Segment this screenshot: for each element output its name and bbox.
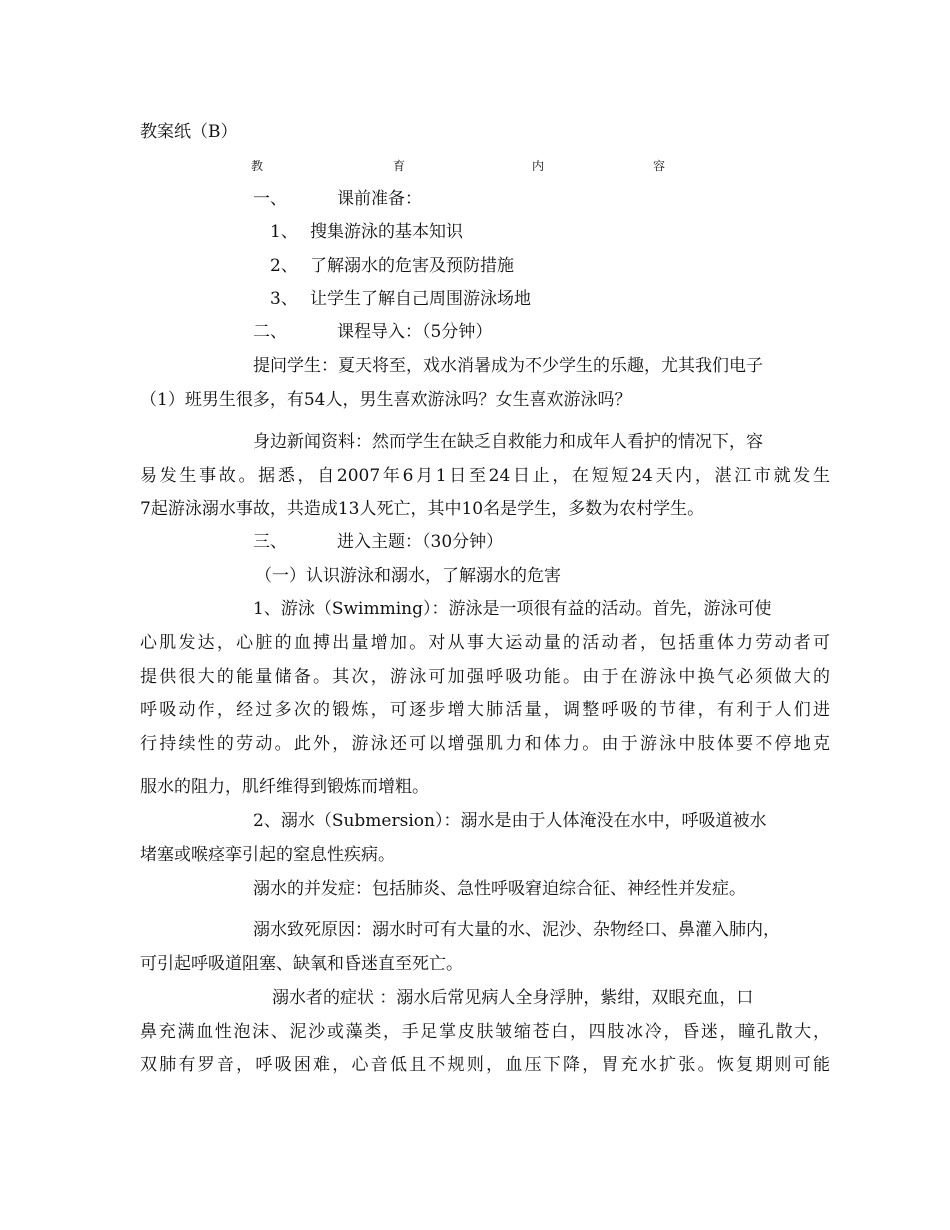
paragraph-line: 溺水致死原因：溺水时可有大量的水、泥沙、杂物经口、鼻灌入肺内， bbox=[253, 920, 780, 940]
paragraph-line: 行持续性的劳动。此外，游泳还可以增强肌力和体力。由于游泳中肢体要不停地克 bbox=[140, 734, 830, 754]
paragraph-line: 提问学生：夏天将至，戏水消暑成为不少学生的乐趣，尤其我们电子 bbox=[253, 356, 763, 376]
paragraph-line: 溺水的并发症：包括肺炎、急性呼吸窘迫综合征、神经性并发症。 bbox=[253, 879, 746, 899]
list-item-number: 1、 bbox=[270, 222, 298, 242]
title-char: 内 bbox=[532, 159, 545, 173]
paragraph-line: 可引起呼吸道阻塞、缺氧和昏迷直至死亡。 bbox=[140, 954, 463, 974]
paragraph-line: 身边新闻资料：然而学生在缺乏自救能力和成年人看护的情况下，容 bbox=[253, 432, 763, 452]
document-title bbox=[0, 154, 950, 178]
paragraph-line: 堵塞或喉痉挛引起的窒息性疾病。 bbox=[140, 845, 395, 865]
header-label: 教案纸（B） bbox=[140, 122, 238, 142]
list-item-number: 3、 bbox=[270, 289, 298, 309]
paragraph-line: 呼吸动作，经过多次的锻炼，可逐步增大肺活量，调整呼吸的节律，有利于人们进 bbox=[140, 700, 830, 720]
list-item bbox=[270, 287, 531, 311]
list-item bbox=[270, 220, 463, 244]
paragraph-line: 服水的阻力，肌纤维得到锻炼而增粗。 bbox=[140, 777, 429, 797]
paragraph-line: 2、溺水（Submersion）：溺水是由于人体淹没在水中，呼吸道被水 bbox=[253, 811, 767, 831]
section-number: 一、 bbox=[253, 189, 287, 209]
list-item-text: 让学生了解自己周围游泳场地 bbox=[310, 289, 531, 309]
paragraph-line: 心肌发达，心脏的血搏出量增加。对从事大运动量的活动者，包括重体力劳动者可 bbox=[140, 633, 830, 653]
section-title: 进入主题：（30分钟） bbox=[337, 532, 504, 552]
title-char: 容 bbox=[653, 159, 666, 173]
section-title: 课程导入：（5分钟） bbox=[337, 322, 493, 342]
paragraph-line: 溺水者的症状 ：溺水后常见病人全身浮肿，紫绀，双眼充血，口 bbox=[272, 988, 754, 1008]
paragraph-line: 易发生事故。据悉，自2007年6月1日至24日止，在短短24天内，湛江市就发生 bbox=[140, 466, 830, 486]
paragraph-line: 双肺有罗音，呼吸困难，心音低且不规则，血压下降，胃充水扩张。恢复期则可能 bbox=[140, 1055, 830, 1075]
section-heading-topic bbox=[253, 530, 503, 554]
subsection-heading: （一）认识游泳和溺水，了解溺水的危害 bbox=[255, 566, 561, 586]
section-heading-prep bbox=[253, 187, 422, 211]
list-item-number: 2、 bbox=[270, 256, 298, 276]
paragraph-line: 7起游泳溺水事故，共造成13人死亡，其中10名是学生，多数为农村学生。 bbox=[140, 499, 705, 519]
section-number: 二、 bbox=[253, 322, 287, 342]
paragraph-line: 鼻充满血性泡沫、泥沙或藻类，手足掌皮肤皱缩苍白，四肢冰冷，昏迷，瞳孔散大， bbox=[140, 1022, 830, 1042]
list-item-text: 了解溺水的危害及预防措施 bbox=[310, 256, 514, 276]
paragraph-line: 1、游泳（Swimming）：游泳是一项很有益的活动。首先，游泳可使 bbox=[253, 599, 772, 619]
title-char: 育 bbox=[393, 159, 406, 173]
section-number: 三、 bbox=[253, 532, 287, 552]
list-item bbox=[270, 254, 514, 278]
section-heading-intro bbox=[253, 320, 492, 344]
title-char: 教 bbox=[251, 159, 264, 173]
list-item-text: 搜集游泳的基本知识 bbox=[310, 222, 463, 242]
paragraph-line: （1）班男生很多，有54人，男生喜欢游泳吗？女生喜欢游泳吗？ bbox=[140, 390, 632, 410]
paragraph-line: 提供很大的能量储备。其次，游泳可加强呼吸功能。由于在游泳中换气必须做大的 bbox=[140, 667, 830, 687]
section-title: 课前准备： bbox=[337, 189, 422, 209]
